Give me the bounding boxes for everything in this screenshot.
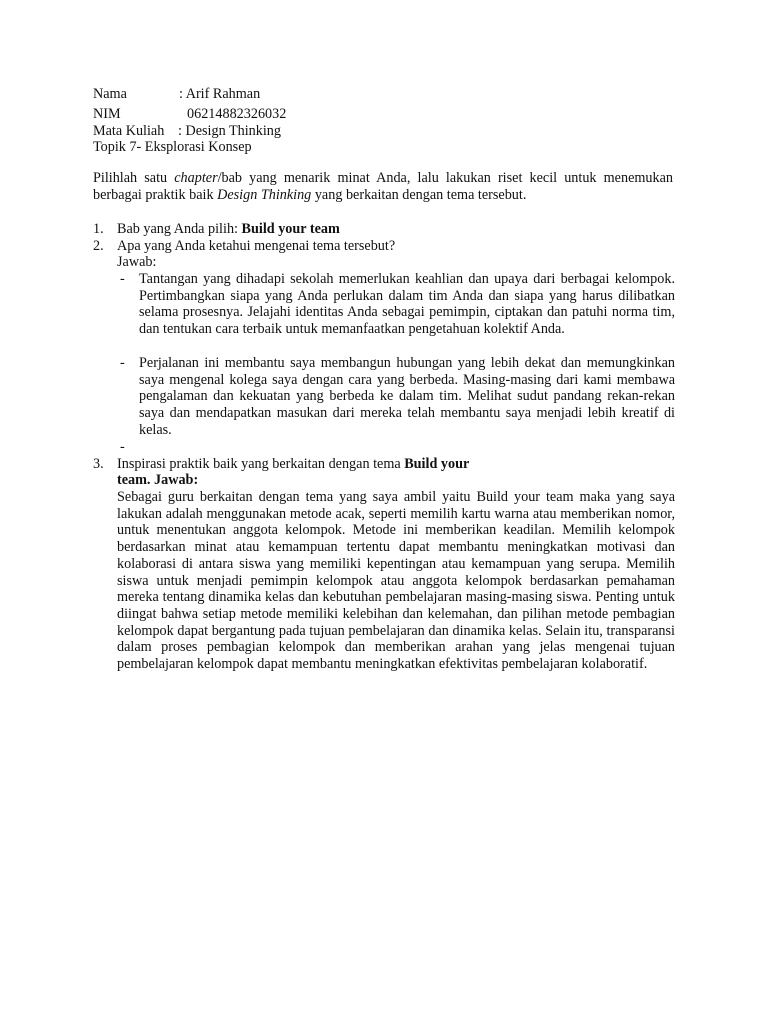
intro-chapter-italic: chapter: [174, 170, 218, 186]
header-nim-row: [93, 106, 287, 123]
nim-value: 06214882326032: [187, 106, 287, 122]
item-3-paragraph: Sebagai guru berkaitan dengan tema yang saya ambil yaitu Build your team maka yang saya lakukan adalah menggunakan metode acak, seperti memilih kartu warna atau memberikan nomor, untuk menentukan anggota kelompok. Metode ini memberikan keadilan. Memilih kelompok berdasarkan minat atau kemampuan tertentu dapat membantu meningkatkan motivasi dan kolaborasi di antara siswa yang memiliki kepentingan atau kemampuan yang serupa. Memilih siswa untuk menjadi pemimpin kelompok atau anggota kelompok berdasarkan pemahaman mereka tentang dinamika kelas dan kebutuhan pembelajaran masing-masing siswa. Penting untuk diingat bahwa setiap metode memiliki kelebihan dan kelemahan, dan pilihan metode pembagian kelompok dapat bergantung pada tujuan pembelajaran dan dinamika kelas. Selain itu, transparansi dalam proses pembagian kelompok dan memberikan arahan yang jelas mengenai tujuan pembelajaran kelompok dapat membantu meningkatkan efektivitas pembelajaran kolaboratif.: [117, 489, 675, 673]
item-3-bold-1: Build your: [404, 456, 470, 472]
nim-label: NIM: [93, 106, 121, 122]
matkul-value: : Design Thinking: [178, 123, 281, 139]
header-nama-row: [93, 86, 261, 103]
item-2-question: Apa yang Anda ketahui mengenai tema tersebut?: [117, 238, 396, 254]
header-matkul-row: [93, 123, 281, 140]
item-1-bold: Build your team: [241, 221, 340, 237]
item-2-jawab: Jawab:: [117, 254, 157, 270]
item-3-text: [117, 456, 675, 473]
nama-value: : Arif Rahman: [179, 86, 261, 102]
intro-part1: Pilihlah satu: [93, 170, 175, 186]
bullet-dash: -: [120, 355, 125, 371]
topik-line: Topik 7- Eksplorasi Konsep: [93, 139, 252, 155]
nama-label: Nama: [93, 86, 127, 102]
item-1-number: 1.: [93, 221, 104, 237]
intro-part2: /bab yang menarik minat Anda, lalu lakukan riset kecil untuk menemukan berbagai praktik baik: [93, 170, 673, 203]
intro-paragraph: [93, 170, 673, 203]
item-3-bold-2: team. Jawab:: [117, 472, 199, 488]
item-3-label: Inspirasi praktik baik yang berkaitan dengan tema: [117, 456, 405, 472]
item-1-text: [117, 221, 675, 238]
item-1-label: Bab yang Anda pilih:: [117, 221, 242, 237]
item-3-number: 3.: [93, 456, 104, 472]
bullet-dash: -: [120, 439, 125, 455]
bullet-text-1: Tantangan yang dihadapi sekolah memerlukan keahlian dan upaya dari berbagai kelompok. Pertimbangkan siapa yang Anda perlukan dalam tim Anda dan siapa yang harus dilibatkan selama prosesnya. Jelajahi identitas Anda sebagai pemimpin, ciptakan dan patuhi norma tim, dan tentukan cara terbaik untuk memanfaatkan pengetahuan kolektif Anda.: [139, 271, 675, 338]
item-2-number: 2.: [93, 238, 104, 254]
bullet-text-2: Perjalanan ini membantu saya membangun hubungan yang lebih dekat dan memungkinkan saya mengenal kolega saya dengan cara yang berbeda. Masing-masing dari kami membawa pengalaman dan kekuatan yang berbeda ke dalam tim. Melihat sudut pandang rekan-rekan saya dan mendapatkan masukan dari mereka telah membantu saya menjadi lebih kreatif di kelas.: [139, 355, 675, 438]
matkul-label: Mata Kuliah: [93, 123, 165, 139]
bullet-dash: -: [120, 271, 125, 287]
intro-part3: yang berkaitan dengan tema tersebut.: [311, 186, 527, 203]
item-3-text-cont: [117, 472, 675, 489]
intro-design-thinking-italic: Design Thinking: [217, 186, 312, 203]
